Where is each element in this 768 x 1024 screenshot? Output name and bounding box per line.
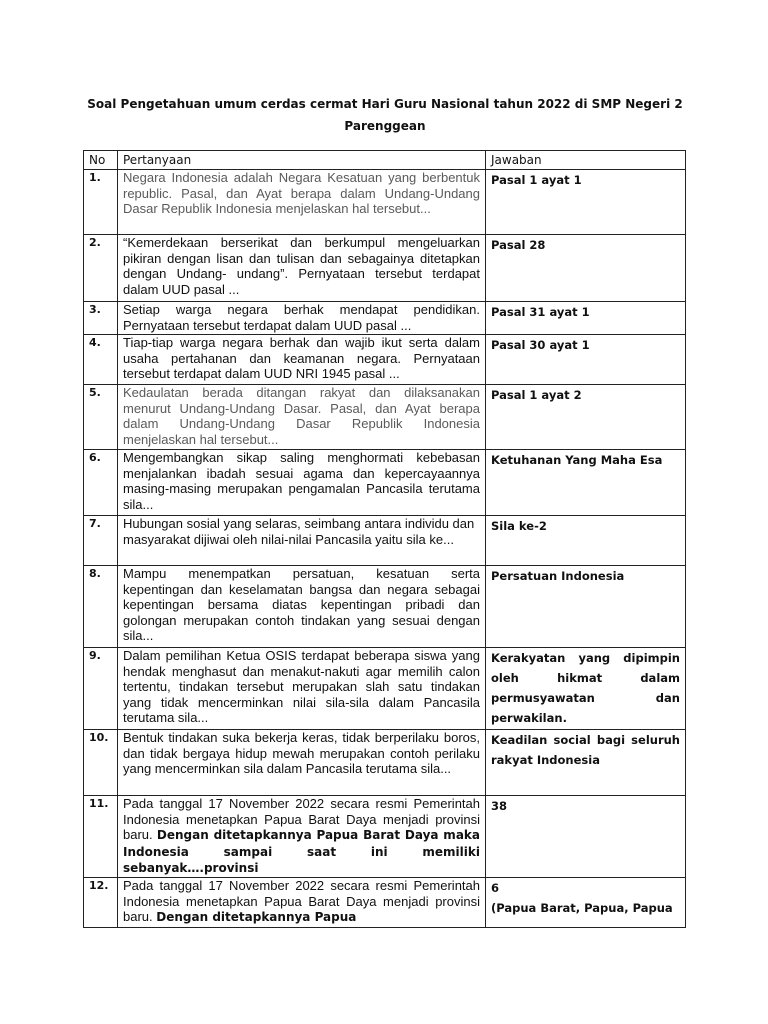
table-row bbox=[84, 878, 686, 928]
question-text: Kedaulatan berada ditangan rakyat dan dilaksanakan menurut Undang-Undang Dasar. Pasal, dan Ayat berapa dalam Undang-Undang Dasar Republik Indonesia menjelaskan hal tersebut... bbox=[123, 385, 480, 447]
row-number: 5. bbox=[84, 385, 118, 450]
table-row bbox=[84, 730, 686, 796]
question-text: Pada tanggal 17 November 2022 secara resmi Pemerintah Indonesia menetapkan Papua Barat Daya menjadi provinsi baru. bbox=[123, 796, 480, 843]
question-cell bbox=[118, 450, 486, 516]
answer-line-1: 6 bbox=[491, 881, 500, 895]
question-text: Bentuk tindakan suka bekerja keras, tidak berperilaku boros, dan tidak bergaya hidup mewah merupakan contoh perilaku yang mencerminkan sila dalam Pancasila terutama sila... bbox=[123, 730, 480, 777]
question-cell bbox=[118, 235, 486, 302]
question-text: Pada tanggal 17 November 2022 secara resmi Pemerintah Indonesia menetapkan Papua Barat Daya menjadi provinsi baru. bbox=[123, 878, 480, 925]
question-text-line-1: Hubungan sosial yang selaras, seimbang antara individu dan bbox=[123, 516, 475, 531]
table-row bbox=[84, 335, 686, 385]
answer-line-2: (Papua Barat, Papua, Papua bbox=[491, 901, 673, 915]
row-number: 1. bbox=[84, 170, 118, 235]
answer-cell: Sila ke-2 bbox=[486, 516, 686, 566]
question-text: Mengembangkan sikap saling menghormati kebebasan menjalankan ibadah sesuai agama dan kepercayaannya masing-masing merupakan pengamalan Pancasila terutama sila... bbox=[123, 450, 480, 512]
row-number: 9. bbox=[84, 648, 118, 730]
table-row bbox=[84, 450, 686, 516]
question-cell bbox=[118, 566, 486, 648]
question-text: Tiap-tiap warga negara berhak dan wajib ikut serta dalam usaha pertahanan dan keamanan negara. Pernyataan tersebut terdapat dalam UUD NRI 1945 pasal ... bbox=[123, 335, 480, 382]
table-row bbox=[84, 516, 686, 566]
answer-cell: 38 bbox=[486, 796, 686, 878]
question-text: “Kemerdekaan berserikat dan berkumpul mengeluarkan pikiran dengan lisan dan tulisan dan sebagainya ditetapkan dengan Undang- undang”. Pernyataan tersebut terdapat dalam UUD pasal ... bbox=[123, 235, 480, 297]
row-number: 8. bbox=[84, 566, 118, 648]
question-text: Dalam pemilihan Ketua OSIS terdapat beberapa siswa yang hendak menghasut dan menakut-nakuti agar memilih calon tertentu, tindakan tersebut merupakan slah satu tindakan yang tidak mencerminkan nilai sila-sila dalam Pancasila terutama sila... bbox=[123, 648, 480, 726]
row-number: 3. bbox=[84, 302, 118, 335]
question-cell bbox=[118, 730, 486, 796]
question-cell bbox=[118, 385, 486, 450]
row-number: 6. bbox=[84, 450, 118, 516]
answer-cell: Pasal 31 ayat 1 bbox=[486, 302, 686, 335]
title-line-1: Soal Pengetahuan umum cerdas cermat Hari Guru Nasional tahun 2022 di SMP Negeri 2 bbox=[87, 97, 683, 111]
question-text: Negara Indonesia adalah Negara Kesatuan yang berbentuk republic. Pasal, dan Ayat berapa dalam Undang-Undang Dasar Republik Indonesia menjelaskan hal tersebut... bbox=[123, 170, 480, 217]
question-cell bbox=[118, 516, 486, 566]
question-cell bbox=[118, 796, 486, 878]
answer-cell: Ketuhanan Yang Maha Esa bbox=[486, 450, 686, 516]
answer-cell: Pasal 28 bbox=[486, 235, 686, 302]
row-number: 10. bbox=[84, 730, 118, 796]
question-cell bbox=[118, 878, 486, 928]
question-text-line-2: masyarakat dijiwai oleh nilai-nilai Pancasila yaitu sila ke... bbox=[123, 531, 454, 547]
question-cell bbox=[118, 648, 486, 730]
row-number: 11. bbox=[84, 796, 118, 878]
question-cell bbox=[118, 170, 486, 235]
answer-cell: Kerakyatan yang dipimpin oleh hikmat dalam permusyawatan dan perwakilan. bbox=[486, 648, 686, 730]
title-line-2: Parenggean bbox=[344, 119, 426, 133]
row-number: 12. bbox=[84, 878, 118, 928]
table-row bbox=[84, 235, 686, 302]
question-text-bold: Dengan ditetapkannya Papua bbox=[156, 910, 357, 925]
header-question: Pertanyaan bbox=[118, 151, 486, 170]
header-no: No bbox=[84, 151, 118, 170]
row-number: 7. bbox=[84, 516, 118, 566]
table-row bbox=[84, 302, 686, 335]
question-text: Setiap warga negara berhak mendapat pendidikan. Pernyataan tersebut terdapat dalam UUD pasal ... bbox=[123, 302, 480, 333]
table-row bbox=[84, 648, 686, 730]
table-row bbox=[84, 385, 686, 450]
question-text-bold: Dengan ditetapkannya Papua Barat Daya maka Indonesia sampai saat ini memiliki sebanyak….provinsi bbox=[123, 828, 480, 876]
table-row bbox=[84, 566, 686, 648]
answer-cell: Keadilan social bagi seluruh rakyat Indonesia bbox=[486, 730, 686, 796]
question-cell bbox=[118, 302, 486, 335]
row-number: 2. bbox=[84, 235, 118, 302]
quiz-table bbox=[83, 150, 686, 928]
row-number: 4. bbox=[84, 335, 118, 385]
question-text: Mampu menempatkan persatuan, kesatuan serta kepentingan dan keselamatan bangsa dan negara sebagai kepentingan bersama diatas kepentingan pribadi dan golongan merupakan contoh tindakan yang sesuai dengan sila... bbox=[123, 566, 480, 644]
answer-cell: Pasal 30 ayat 1 bbox=[486, 335, 686, 385]
question-cell bbox=[118, 335, 486, 385]
document-title bbox=[60, 93, 710, 137]
header-answer: Jawaban bbox=[486, 151, 686, 170]
table-header-row bbox=[84, 151, 686, 170]
answer-cell: Pasal 1 ayat 1 bbox=[486, 170, 686, 235]
table-row bbox=[84, 796, 686, 878]
table-row bbox=[84, 170, 686, 235]
answer-cell: Pasal 1 ayat 2 bbox=[486, 385, 686, 450]
answer-cell bbox=[486, 878, 686, 928]
answer-cell: Persatuan Indonesia bbox=[486, 566, 686, 648]
